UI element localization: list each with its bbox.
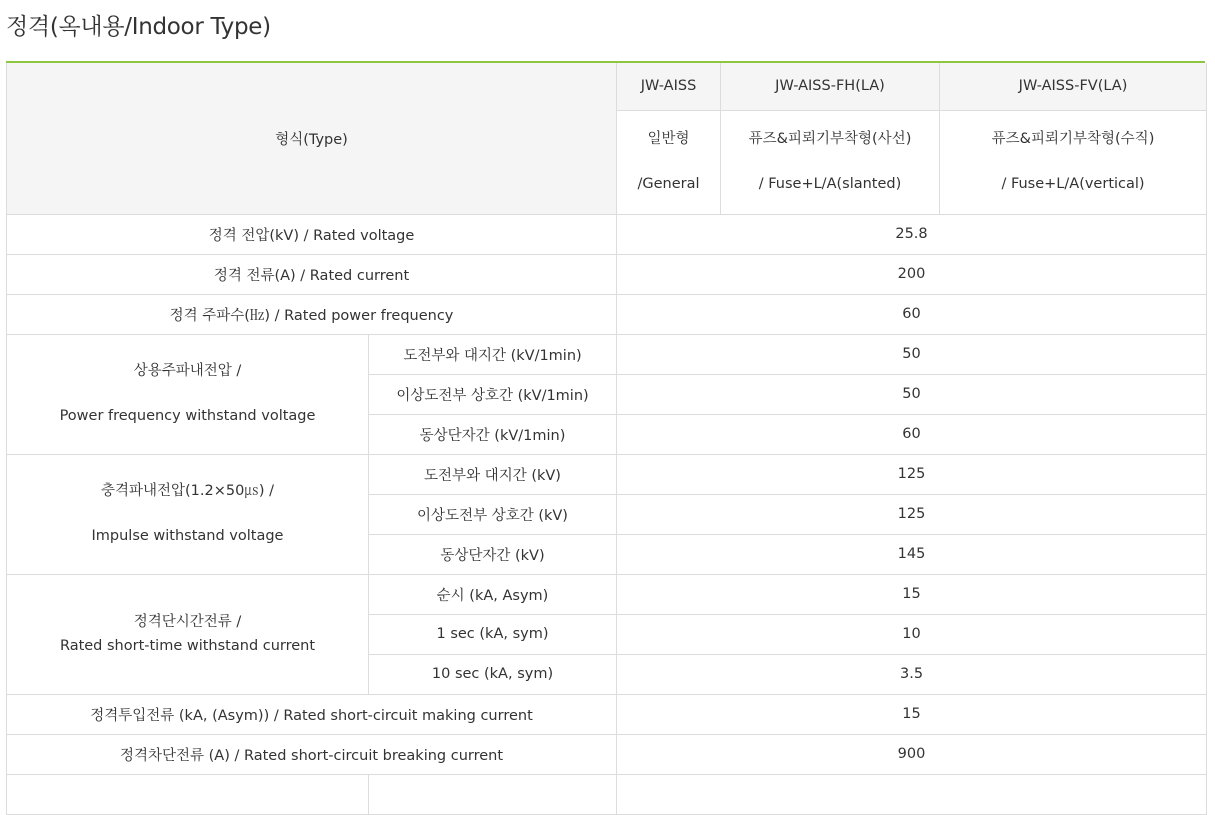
sub-label: 10 sec (kA, sym) <box>369 654 617 694</box>
row-label: 정격차단전류 (A) / Rated short-circuit breaking current <box>7 734 617 774</box>
model-description: 퓨즈&피뢰기부착형(수직) / Fuse+L/A(vertical) <box>940 110 1207 214</box>
table-row <box>7 454 1207 494</box>
group-label: 정격단시간전류 / Rated short-time withstand current <box>7 574 369 694</box>
sub-label-cut <box>369 774 617 814</box>
sub-label: 동상단자간 (kV/1min) <box>369 414 617 454</box>
sub-label: 1 sec (kA, sym) <box>369 614 617 654</box>
sub-label: 이상도전부 상호간 (kV) <box>369 494 617 534</box>
header-row-models <box>7 63 1207 110</box>
group-label: 상용주파내전압 / Power frequency withstand voltage <box>7 334 369 454</box>
table-row <box>7 694 1207 734</box>
row-value: 50 <box>617 374 1207 414</box>
ratings-table <box>6 63 1207 815</box>
row-value: 125 <box>617 494 1207 534</box>
sub-label: 이상도전부 상호간 (kV/1min) <box>369 374 617 414</box>
row-label: 정격 전압(kV) / Rated voltage <box>7 214 617 254</box>
row-value: 10 <box>617 614 1207 654</box>
row-label: 정격투입전류 (kA, (Asym)) / Rated short-circuit making current <box>7 694 617 734</box>
sub-label: 도전부와 대지간 (kV) <box>369 454 617 494</box>
model-header: JW-AISS-FV(LA) <box>940 63 1207 110</box>
row-label: 정격 전류(A) / Rated current <box>7 254 617 294</box>
model-header: JW-AISS <box>617 63 721 110</box>
model-description: 일반형 /General <box>617 110 721 214</box>
row-value: 200 <box>617 254 1207 294</box>
table-row <box>7 294 1207 334</box>
row-value: 125 <box>617 454 1207 494</box>
model-description: 퓨즈&피뢰기부착형(사선) / Fuse+L/A(slanted) <box>721 110 940 214</box>
row-value: 25.8 <box>617 214 1207 254</box>
sub-label: 동상단자간 (kV) <box>369 534 617 574</box>
row-value: 50 <box>617 334 1207 374</box>
model-header: JW-AISS-FH(LA) <box>721 63 940 110</box>
group-label: 충격파내전압(1.2×50㎲) / Impulse withstand voltage <box>7 454 369 574</box>
row-value: 60 <box>617 414 1207 454</box>
row-value: 900 <box>617 734 1207 774</box>
row-value: 145 <box>617 534 1207 574</box>
table-row-partial <box>7 774 1207 814</box>
type-header: 형식(Type) <box>7 63 617 214</box>
sub-label: 도전부와 대지간 (kV/1min) <box>369 334 617 374</box>
row-label: 정격 주파수(㎐) / Rated power frequency <box>7 294 617 334</box>
row-value: 3.5 <box>617 654 1207 694</box>
row-value-cut <box>617 774 1207 814</box>
row-label-cut <box>7 774 369 814</box>
table-row <box>7 734 1207 774</box>
sub-label: 순시 (kA, Asym) <box>369 574 617 614</box>
row-value: 15 <box>617 574 1207 614</box>
table-row <box>7 214 1207 254</box>
page-title: 정격(옥내용/Indoor Type) <box>6 14 271 40</box>
table-row <box>7 254 1207 294</box>
table-row <box>7 334 1207 374</box>
row-value: 60 <box>617 294 1207 334</box>
table-row <box>7 574 1207 614</box>
row-value: 15 <box>617 694 1207 734</box>
